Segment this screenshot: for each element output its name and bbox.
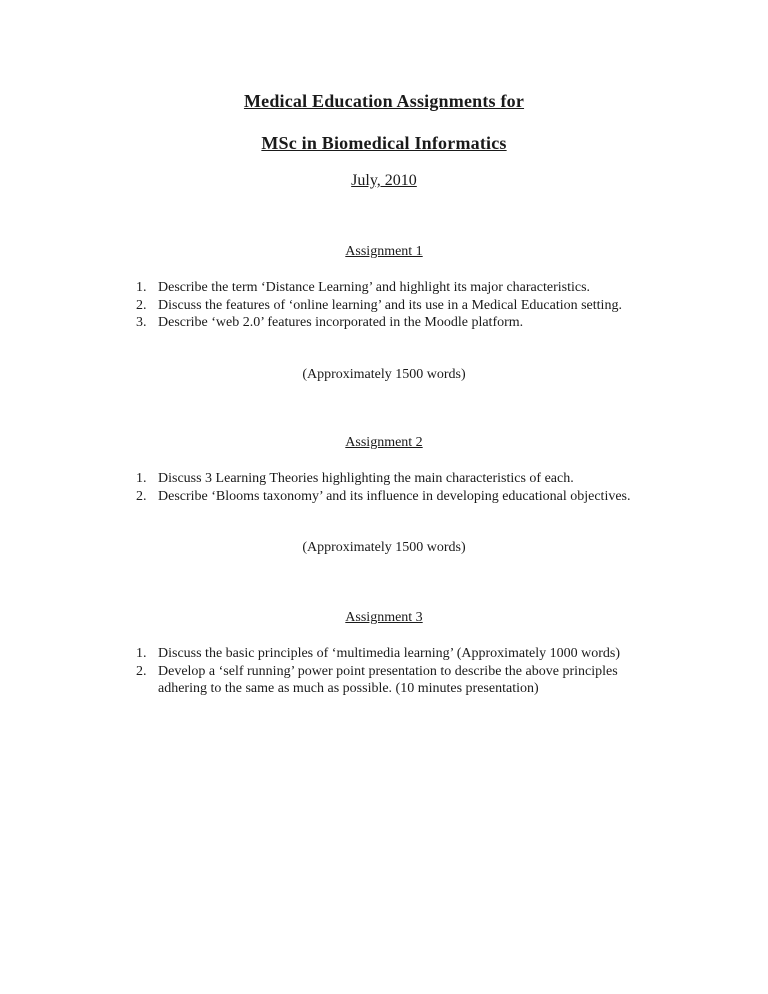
list-item bbox=[136, 663, 636, 698]
list-item-text: Describe ‘Blooms taxonomy’ and its influence in developing educational objectives. bbox=[158, 488, 631, 504]
assignment-2-list bbox=[136, 470, 636, 505]
assignment-3-heading: Assignment 3 bbox=[345, 610, 423, 625]
list-item-number: 1. bbox=[136, 646, 147, 661]
list-item-text: Develop a ‘self running’ power point presentation to describe the above principles adhering to the same as much as possible. (10 minutes presentation) bbox=[158, 663, 618, 696]
assignment-2-word-count: (Approximately 1500 words) bbox=[302, 540, 466, 555]
list-item-text: Discuss the features of ‘online learning’ and its use in a Medical Education setting. bbox=[158, 297, 622, 313]
assignment-1-word-count: (Approximately 1500 words) bbox=[302, 367, 466, 382]
document-date: July, 2010 bbox=[351, 172, 417, 189]
list-item bbox=[136, 488, 636, 506]
list-item bbox=[136, 645, 636, 663]
list-item-number: 2. bbox=[136, 297, 147, 313]
list-item-number: 1. bbox=[136, 471, 147, 486]
list-item bbox=[136, 279, 636, 297]
list-item-text: Describe the term ‘Distance Learning’ and highlight its major characteristics. bbox=[158, 280, 591, 295]
list-item-text: Discuss 3 Learning Theories highlighting the main characteristics of each. bbox=[158, 471, 574, 486]
list-item bbox=[136, 470, 636, 488]
assignment-1-list bbox=[136, 279, 636, 332]
list-item-text: Discuss the basic principles of ‘multimedia learning’ (Approximately 1000 words) bbox=[158, 646, 621, 661]
document-title-line-1: Medical Education Assignments for bbox=[243, 91, 525, 111]
list-item-number: 2. bbox=[136, 663, 147, 679]
list-item-number: 3. bbox=[136, 315, 147, 330]
list-item bbox=[136, 297, 636, 315]
assignment-3-list bbox=[136, 645, 636, 698]
list-item-text: Describe ‘web 2.0’ features incorporated in the Moodle platform. bbox=[158, 315, 524, 330]
list-item-number: 2. bbox=[136, 488, 147, 504]
assignment-1-heading: Assignment 1 bbox=[345, 244, 423, 259]
document-title-line-2: MSc in Biomedical Informatics bbox=[261, 133, 507, 153]
list-item-number: 1. bbox=[136, 280, 147, 295]
assignment-2-heading: Assignment 2 bbox=[345, 435, 423, 450]
list-item bbox=[136, 314, 636, 332]
